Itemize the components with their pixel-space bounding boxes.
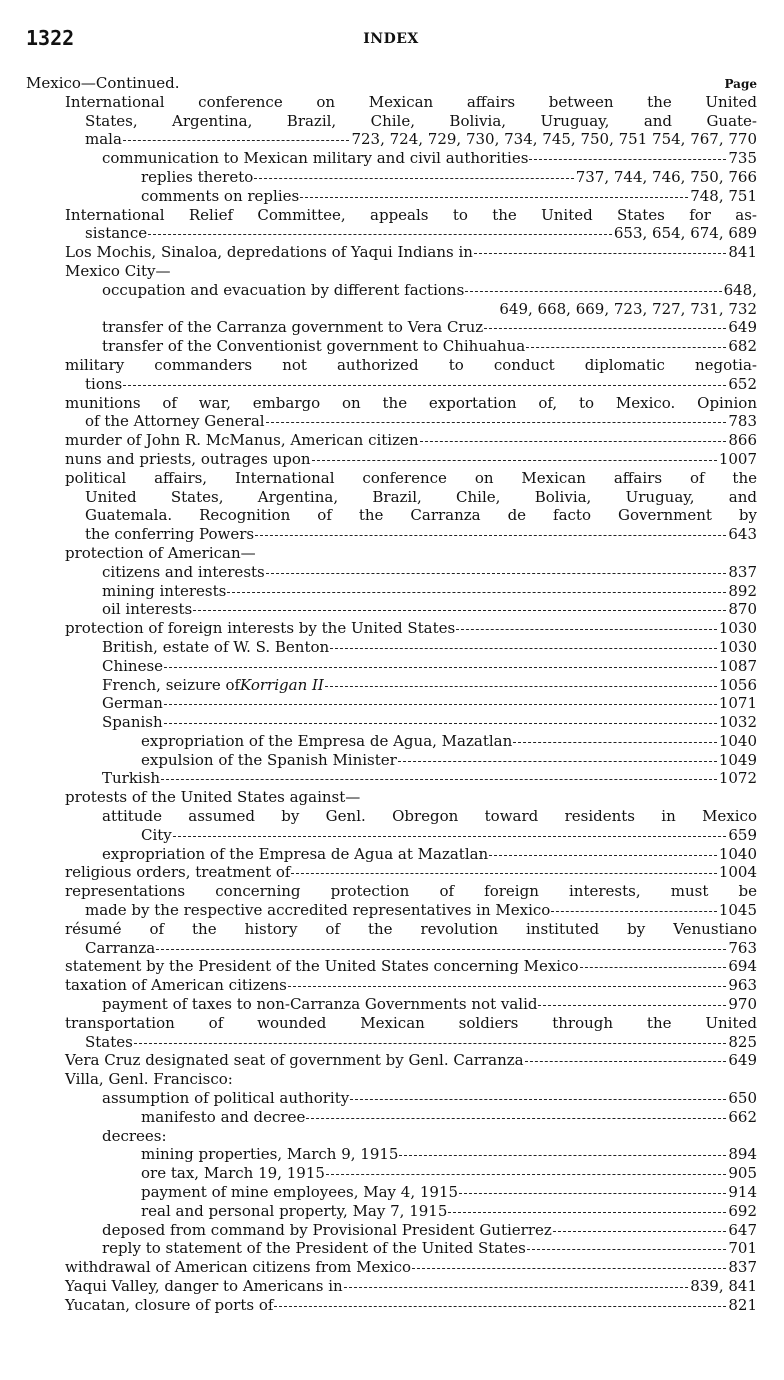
dot-leader	[525, 1061, 727, 1062]
index-entry-line	[26, 412, 757, 431]
index-entry-line	[26, 788, 757, 807]
index-entry-line	[26, 318, 757, 337]
dot-leader	[173, 836, 727, 837]
page-header	[26, 26, 756, 56]
index-entry-line	[26, 544, 757, 563]
page-reference: 1087	[718, 656, 757, 675]
index-entry-line	[26, 300, 757, 319]
page-reference: 963	[728, 976, 757, 995]
index-entry-line	[26, 882, 757, 901]
dot-leader	[164, 667, 717, 668]
dot-leader	[164, 704, 717, 705]
entry-text: French, seizure of	[102, 675, 241, 694]
index-entry-line	[26, 506, 757, 525]
index-entry-line	[26, 262, 757, 281]
entry-text: real and personal property, May 7, 1915	[141, 1201, 448, 1220]
index-entry-line	[26, 826, 757, 845]
entry-text: military commanders not authorized to conduct diplomatic negotia-	[65, 355, 757, 374]
page-reference: 783	[728, 412, 757, 431]
dot-leader	[465, 291, 721, 292]
entry-text: manifesto and decree	[141, 1107, 306, 1126]
dot-leader	[420, 441, 727, 442]
page-reference: 837	[728, 1258, 757, 1277]
entry-text: decrees:	[102, 1126, 167, 1145]
index-entry-line	[26, 149, 757, 168]
dot-leader	[326, 1174, 726, 1175]
page-reference: 841	[728, 243, 757, 262]
page-reference: 694	[728, 957, 757, 976]
index-entry-line	[26, 1277, 757, 1296]
page-reference: 905	[728, 1164, 757, 1183]
entry-text: Chinese	[102, 656, 164, 675]
dot-leader	[288, 986, 727, 987]
index-entry-line	[26, 694, 757, 713]
dot-leader	[193, 610, 726, 611]
page-reference: 914	[728, 1183, 757, 1202]
index-entry-line	[26, 431, 757, 450]
dot-leader	[412, 1268, 726, 1269]
entry-text: of the Attorney General	[85, 412, 265, 431]
index-entry-line	[26, 957, 757, 976]
entry-text: nuns and priests, outrages upon	[65, 449, 311, 468]
dot-leader	[266, 422, 727, 423]
page-reference: 1004	[718, 863, 757, 882]
index-entry-line	[26, 281, 757, 300]
page-reference: 653, 654, 674, 689	[613, 224, 757, 243]
index-entry-line	[26, 638, 757, 657]
entry-text: Spanish	[102, 713, 163, 732]
entry-text: States	[85, 1032, 133, 1051]
entry-text: Villa, Genl. Francisco:	[65, 1070, 233, 1089]
page-reference: 866	[728, 431, 757, 450]
index-entry-line	[26, 619, 757, 638]
index-entry-line	[26, 394, 757, 413]
index-entry-line	[26, 450, 757, 469]
index-entry-line	[26, 206, 757, 225]
entry-text: expropriation of the Empresa de Agua at Mazatlan	[102, 844, 489, 863]
index-entry-line	[26, 1164, 757, 1183]
entry-text: Vera Cruz designated seat of government by Genl. Carranza	[65, 1051, 524, 1070]
page-reference: 648,	[723, 280, 757, 299]
index-entry-line	[26, 168, 757, 187]
entry-text: religious orders, treatment of	[65, 863, 291, 882]
index-entry-line	[26, 1108, 757, 1127]
entry-text: oil interests	[102, 600, 193, 619]
page-reference: 870	[728, 600, 757, 619]
entry-text: replies thereto	[141, 167, 254, 186]
page-reference: 723, 724, 729, 730, 734, 745, 750, 751 754, 767, 770	[351, 130, 757, 149]
dot-leader	[274, 1306, 726, 1307]
index-entry-line	[26, 1145, 757, 1164]
dot-leader	[459, 1193, 726, 1194]
entry-text: transportation of wounded Mexican soldiers through the United	[65, 1013, 757, 1032]
dot-leader	[529, 159, 726, 160]
page-reference: 647	[728, 1220, 757, 1239]
entry-text: Yaqui Valley, danger to Americans in	[65, 1277, 343, 1295]
entry-text: British, estate of W. S. Benton	[102, 637, 330, 656]
index-entry-line	[26, 1202, 757, 1221]
dot-leader	[553, 1231, 727, 1232]
entry-text: deposed from command by Provisional President Gutierrez	[102, 1220, 552, 1239]
page-reference: 1007	[718, 449, 757, 468]
dot-leader	[156, 949, 726, 950]
entry-text: payment of taxes to non-Carranza Governments not valid	[102, 995, 538, 1014]
entry-text: expulsion of the Spanish Minister	[141, 750, 397, 769]
page-reference: 1045	[718, 901, 757, 920]
dot-leader	[344, 1287, 689, 1288]
index-entry-line	[26, 901, 757, 920]
index-entry-line	[26, 375, 757, 394]
entry-text: tions	[85, 374, 123, 393]
index-heading-line	[26, 74, 757, 93]
entry-text: transfer of the Carranza government to Vera Cruz	[102, 318, 484, 337]
dot-leader	[312, 460, 717, 461]
dot-leader	[527, 1249, 727, 1250]
dot-leader	[148, 234, 612, 235]
page-reference: 1040	[718, 844, 757, 863]
entry-text: transfer of the Conventionist government to Chihuahua	[102, 337, 526, 356]
index-entry-line	[26, 469, 757, 488]
dot-leader	[330, 648, 717, 649]
dot-leader	[538, 1005, 726, 1006]
index-entry-line	[26, 976, 757, 995]
dot-leader	[325, 686, 717, 687]
dot-leader	[161, 779, 717, 780]
index-entry-line	[26, 657, 757, 676]
entry-italic-text: Korrigan II	[240, 675, 324, 694]
entry-text: political affairs, International conference on Mexican affairs of the	[65, 468, 757, 487]
dot-leader	[513, 742, 717, 743]
page-reference: 1030	[718, 637, 757, 656]
page-reference: 1040	[718, 731, 757, 750]
page-reference: 970	[728, 995, 757, 1014]
entry-text: comments on replies	[141, 186, 300, 205]
index-entry-line	[26, 713, 757, 732]
dot-leader	[227, 592, 726, 593]
page-reference: 692	[728, 1201, 757, 1220]
entry-text: protection of American—	[65, 543, 256, 562]
entry-text: sistance	[85, 224, 148, 243]
page-reference: 650	[728, 1089, 757, 1108]
index-entries	[26, 93, 757, 1315]
index-entry-line	[26, 1127, 757, 1146]
page-reference: 701	[728, 1239, 757, 1258]
index-entry-line	[26, 807, 757, 826]
dot-leader	[123, 385, 726, 386]
index-entry-line	[26, 187, 757, 206]
dot-leader	[164, 723, 717, 724]
index-entry-line	[26, 1014, 757, 1033]
dot-leader	[474, 253, 726, 254]
index-entry-line	[26, 732, 757, 751]
entry-text: Los Mochis, Sinaloa, depredations of Yaqui Indians in	[65, 243, 473, 262]
entry-text: résumé of the history of the revolution instituted by Venustiano	[65, 919, 757, 938]
entry-text: Mexico City—	[65, 261, 171, 280]
entry-text: occupation and evacuation by different factions	[102, 280, 465, 299]
index-entry-line	[26, 751, 757, 770]
dot-leader	[291, 873, 716, 874]
page-reference: 1049	[718, 750, 757, 769]
index-entry-line	[26, 356, 757, 375]
index-entry-line	[26, 676, 757, 695]
index-entry-line	[26, 1221, 757, 1240]
index-entry-line	[26, 1183, 757, 1202]
index-entry-line	[26, 582, 757, 601]
entry-text: attitude assumed by Genl. Obregon toward residents in Mexico	[102, 807, 757, 826]
entry-text: representations concerning protection of foreign interests, must be	[65, 882, 757, 901]
dot-leader	[399, 1155, 726, 1156]
page-reference: 892	[728, 581, 757, 600]
index-entry-line	[26, 337, 757, 356]
dot-leader	[134, 1043, 727, 1044]
index-entry-line	[26, 1089, 757, 1108]
entry-text: mining properties, March 9, 1915	[141, 1145, 399, 1164]
entry-text: mala	[85, 130, 122, 149]
page-reference: 735	[728, 149, 757, 168]
dot-leader	[456, 629, 717, 630]
index-entry-line	[26, 863, 757, 882]
index-entry-line	[26, 1258, 757, 1277]
page-reference: 643	[728, 525, 757, 544]
page-reference: 649, 668, 669, 723, 727, 731, 732	[499, 299, 757, 318]
entry-text: statement by the President of the United States concerning Mexico	[65, 957, 579, 976]
page-reference: 839, 841	[690, 1277, 757, 1295]
entry-text: reply to statement of the President of the United States	[102, 1239, 526, 1258]
dot-leader	[350, 1099, 726, 1100]
entry-text: Yucatan, closure of ports of	[65, 1295, 274, 1314]
index-entry-line	[26, 600, 757, 619]
entry-text: protests of the United States against—	[65, 788, 361, 807]
dot-leader	[266, 573, 727, 574]
entry-text: assumption of political authority	[102, 1089, 350, 1108]
page-reference: 1071	[718, 694, 757, 713]
index-entry-line	[26, 1296, 757, 1315]
entry-text: taxation of American citizens	[65, 976, 287, 995]
page-column-label: Page	[724, 77, 757, 91]
dot-leader	[255, 535, 726, 536]
dot-leader	[254, 178, 573, 179]
page-reference: 682	[728, 337, 757, 356]
dot-leader	[123, 140, 350, 141]
entry-text: United States, Argentina, Brazil, Chile, Bolivia, Uruguay, and	[85, 487, 757, 506]
page-reference: 1030	[718, 619, 757, 638]
entry-text: Guatemala. Recognition of the Carranza de facto Government by	[85, 506, 757, 525]
dot-leader	[526, 347, 726, 348]
entry-text: International conference on Mexican affairs between the United	[65, 92, 757, 111]
entry-text: made by the respective accredited representatives in Mexico	[85, 901, 551, 920]
page-reference: 1072	[718, 769, 757, 788]
page-reference: 1056	[718, 675, 757, 694]
entry-text: City	[141, 825, 172, 844]
index-entry-line	[26, 112, 757, 131]
page-reference: 652	[728, 374, 757, 393]
dot-leader	[398, 761, 717, 762]
index-entry-line	[26, 525, 757, 544]
entry-text: withdrawal of American citizens from Mexico	[65, 1258, 412, 1277]
entry-text: International Relief Committee, appeals to the United States for as-	[65, 205, 757, 224]
index-entry-line	[26, 845, 757, 864]
entry-text: murder of John R. McManus, American citizen	[65, 431, 419, 450]
page-reference: 1032	[718, 713, 757, 732]
entry-text: German	[102, 694, 163, 713]
index-entry-line	[26, 130, 757, 149]
index-entry-line	[26, 939, 757, 958]
index-entry-line	[26, 224, 757, 243]
page-reference: 837	[728, 562, 757, 581]
index-entry-line	[26, 1033, 757, 1052]
page-reference: 649	[728, 1051, 757, 1070]
entry-text: Carranza	[85, 938, 156, 957]
index-entry-line	[26, 243, 757, 262]
page-reference: 748, 751	[690, 186, 757, 205]
index-entry-line	[26, 1070, 757, 1089]
page-reference: 659	[728, 825, 757, 844]
entry-text: Turkish	[102, 769, 161, 788]
index-entry-line	[26, 920, 757, 939]
dot-leader	[489, 855, 717, 856]
running-title: INDEX	[363, 31, 419, 47]
index-entry-line	[26, 93, 757, 112]
entry-text: protection of foreign interests by the United States	[65, 619, 456, 638]
dot-leader	[484, 328, 726, 329]
index-entry-line	[26, 769, 757, 788]
page-reference: 894	[728, 1145, 757, 1164]
index-body	[26, 74, 757, 1315]
index-heading: Mexico—Continued.	[26, 74, 180, 92]
page-reference: 825	[728, 1032, 757, 1051]
page-number: 1322	[26, 26, 75, 50]
index-entry-line	[26, 488, 757, 507]
entry-text: States, Argentina, Brazil, Chile, Bolivia, Uruguay, and Guate-	[85, 111, 757, 130]
entry-text: mining interests	[102, 581, 227, 600]
entry-text: munitions of war, embargo on the exportation of, to Mexico. Opinion	[65, 393, 757, 412]
page-reference: 662	[728, 1107, 757, 1126]
index-entry-line	[26, 995, 757, 1014]
index-entry-line	[26, 563, 757, 582]
entry-text: communication to Mexican military and civil authorities	[102, 149, 529, 168]
entry-text: payment of mine employees, May 4, 1915	[141, 1183, 459, 1202]
page-reference: 763	[728, 938, 757, 957]
entry-text: the conferring Powers	[85, 525, 255, 544]
page-reference: 649	[728, 318, 757, 337]
dot-leader	[551, 911, 716, 912]
index-entry-line	[26, 1051, 757, 1070]
dot-leader	[300, 197, 688, 198]
entry-text: expropriation of the Empresa de Agua, Mazatlan	[141, 731, 513, 750]
dot-leader	[306, 1118, 726, 1119]
page-reference: 821	[728, 1295, 757, 1314]
entry-text: ore tax, March 19, 1915	[141, 1164, 325, 1183]
dot-leader	[580, 967, 727, 968]
entry-text: citizens and interests	[102, 562, 265, 581]
page-reference: 737, 744, 746, 750, 766	[575, 167, 757, 186]
dot-leader	[448, 1212, 726, 1213]
index-entry-line	[26, 1239, 757, 1258]
